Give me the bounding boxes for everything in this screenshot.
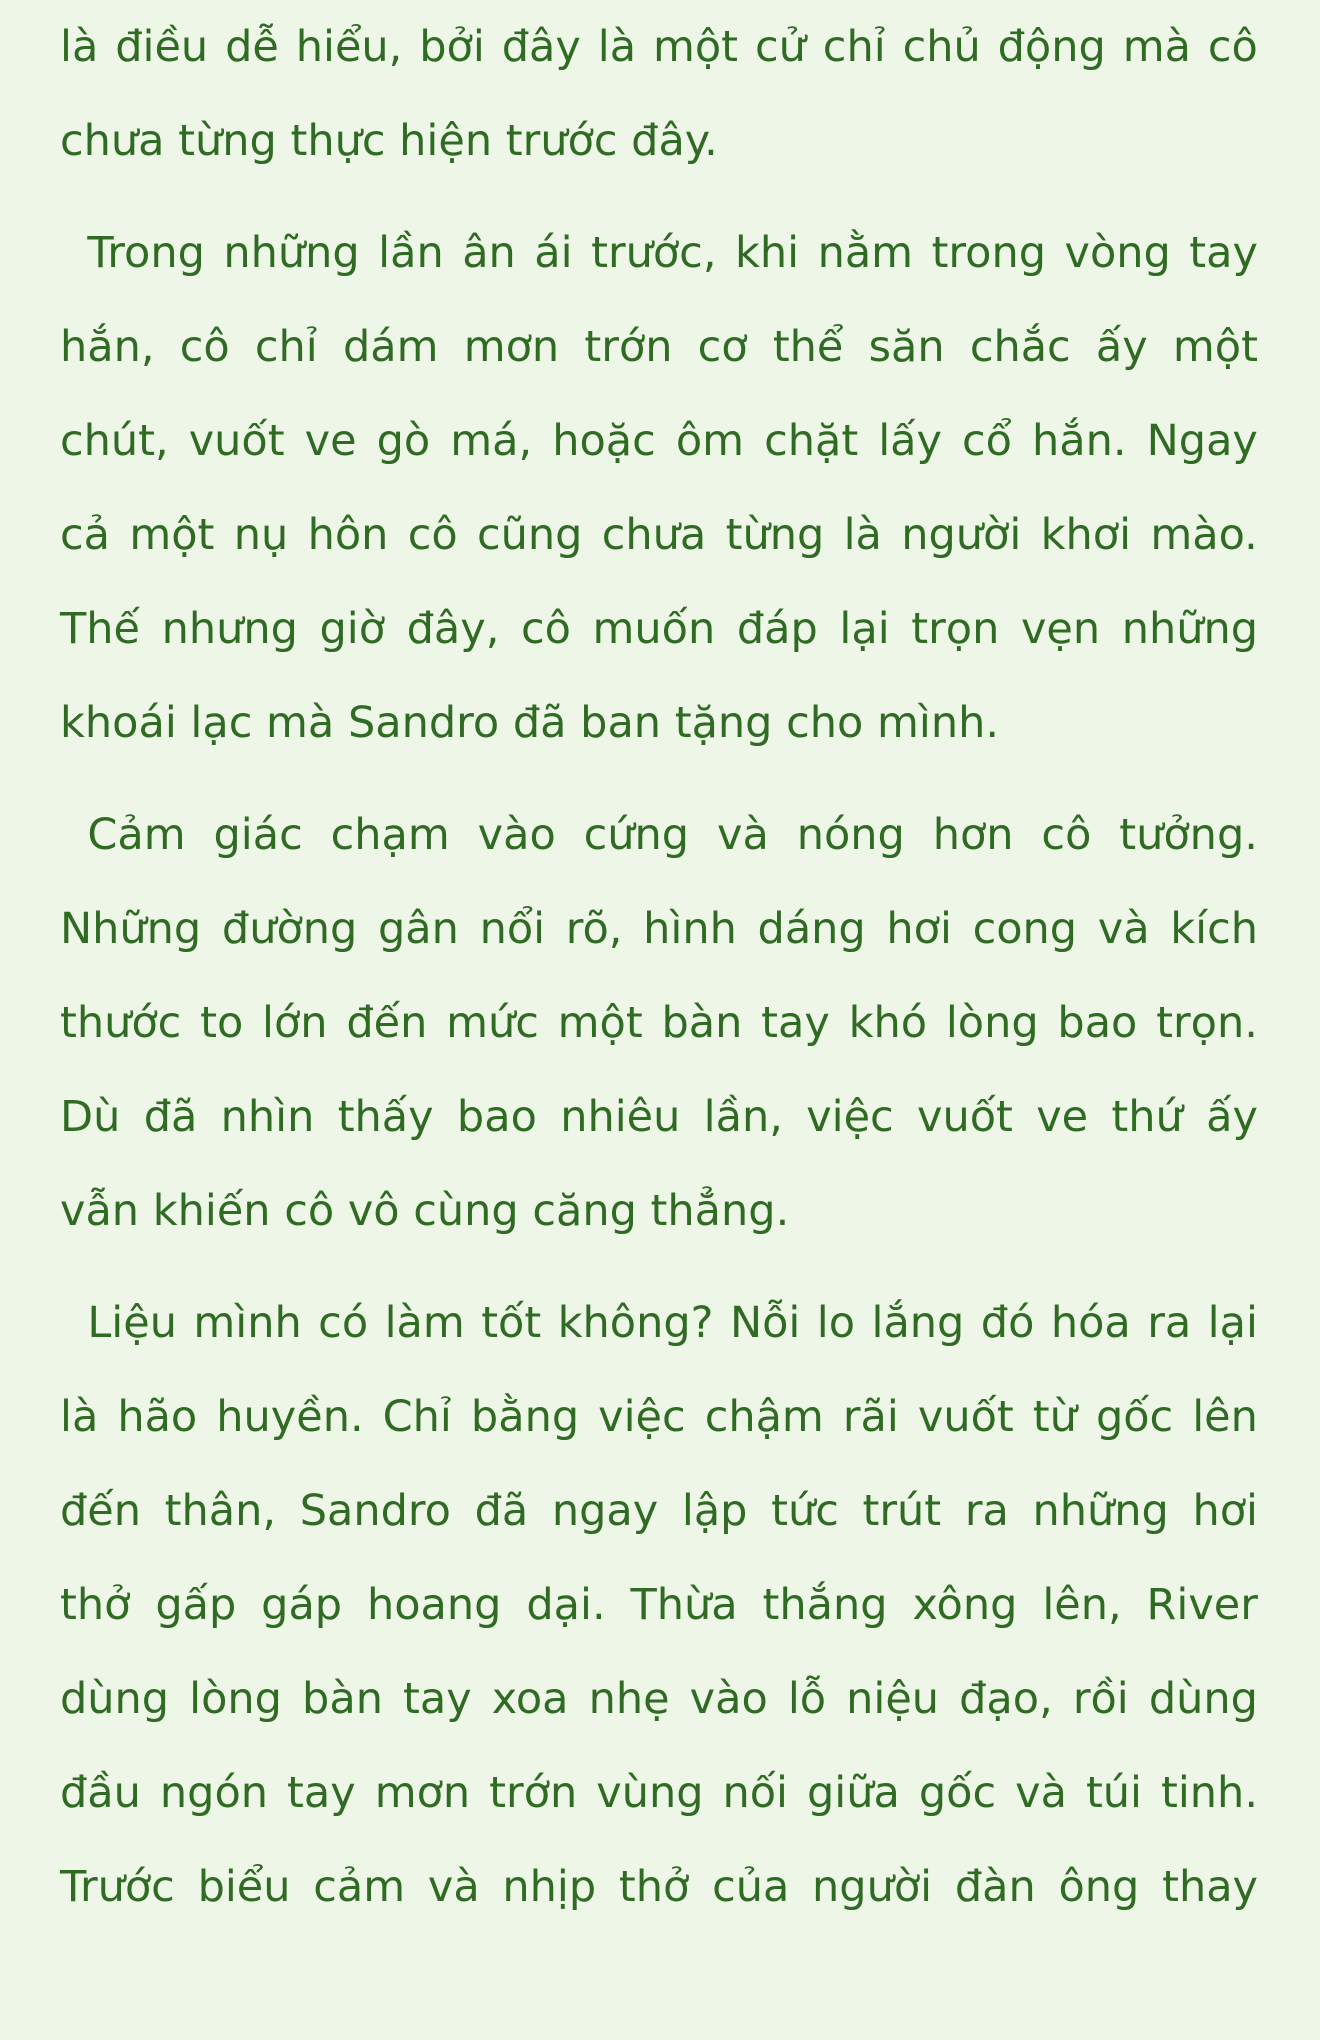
word: vào — [689, 1674, 768, 1724]
word: lỗ — [787, 1674, 827, 1724]
word: trọn. — [1156, 998, 1258, 1048]
word: lớn — [262, 998, 328, 1048]
word: Ngay — [1146, 416, 1258, 466]
word: tay — [1189, 228, 1258, 278]
word: tinh. — [1161, 1768, 1258, 1818]
word: đầu — [60, 1768, 141, 1818]
word: gấp — [155, 1580, 237, 1630]
word: chặt — [764, 416, 859, 466]
text-line — [60, 1840, 1258, 1934]
word: chắc — [969, 322, 1071, 372]
word: có — [318, 1298, 369, 1348]
word: River — [1146, 1580, 1258, 1630]
word: nụ — [233, 510, 289, 560]
word: là — [60, 22, 99, 72]
word: Thế — [60, 604, 140, 654]
word: Liệu — [60, 1298, 177, 1348]
word: lo — [816, 1298, 856, 1348]
word: khơi — [1040, 510, 1132, 560]
word: chỉ — [822, 22, 886, 72]
word: hơn — [932, 810, 1014, 860]
word: nổi — [479, 904, 546, 954]
word: dại. — [526, 1580, 606, 1630]
word: cô — [1041, 810, 1092, 860]
word: người — [812, 1862, 933, 1912]
paragraph-gap — [60, 188, 1258, 206]
word: dám — [342, 322, 439, 372]
word: đường — [221, 904, 358, 954]
word: rãi — [842, 1392, 899, 1442]
word: muốn — [592, 604, 716, 654]
word: ngay — [551, 1486, 659, 1536]
word: trước, — [591, 228, 717, 278]
word: Những — [60, 904, 202, 954]
word: đã — [474, 1486, 529, 1536]
word: và — [427, 1862, 480, 1912]
word: chạm — [330, 810, 450, 860]
word: điều — [115, 22, 209, 72]
word: cô — [179, 322, 230, 372]
text-line — [60, 1652, 1258, 1746]
word: Nỗi — [729, 1298, 801, 1348]
word: lên — [1192, 1392, 1258, 1442]
word: dùng — [1148, 1674, 1258, 1724]
word: gốc — [1095, 1392, 1174, 1442]
word: đã — [143, 1092, 198, 1142]
word: nhiêu — [560, 1092, 681, 1142]
word: trớn — [489, 1768, 578, 1818]
word: Dù — [60, 1092, 121, 1142]
word: tay — [287, 1768, 356, 1818]
word: hóa — [1050, 1298, 1131, 1348]
word: động — [997, 22, 1106, 72]
word: cảm — [313, 1862, 406, 1912]
word: hơi — [1192, 1486, 1258, 1536]
word: bằng — [470, 1392, 580, 1442]
word: cô — [521, 604, 571, 654]
word: má, — [450, 416, 533, 466]
word: ra — [964, 1486, 1009, 1536]
word: bao — [456, 1092, 537, 1142]
word: lấy — [878, 416, 942, 466]
text-line — [60, 582, 1258, 676]
word: hiểu, — [295, 22, 403, 72]
text-line — [60, 206, 1258, 300]
word: tốt — [481, 1298, 542, 1348]
word: chậm — [704, 1392, 824, 1442]
word: cô — [407, 510, 458, 560]
word: gáp — [261, 1580, 343, 1630]
word: xoa — [491, 1674, 569, 1724]
word: cổ — [962, 416, 1012, 466]
text-line: chưa từng thực hiện trước đây. — [60, 116, 718, 166]
word: thay — [1162, 1862, 1258, 1912]
word: thấy — [337, 1092, 434, 1142]
word: đến — [346, 998, 428, 1048]
word: lòng — [189, 1674, 282, 1724]
word: cơ — [697, 322, 748, 372]
word: ông — [1058, 1862, 1140, 1912]
word: là — [60, 1392, 99, 1442]
word: lần — [378, 228, 444, 278]
word: những — [223, 228, 360, 278]
text-line: khoái lạc mà Sandro đã ban tặng cho mình. — [60, 698, 1000, 748]
word: thở — [60, 1580, 131, 1630]
word: vuốt — [917, 1092, 1013, 1142]
word: Thừa — [630, 1580, 738, 1630]
word: hão — [117, 1392, 198, 1442]
word: thước — [60, 998, 182, 1048]
word: hoang — [367, 1580, 502, 1630]
word: nhịp — [502, 1862, 597, 1912]
word: bàn — [302, 1674, 383, 1724]
word: rõ, — [565, 904, 623, 954]
word: huyền. — [216, 1392, 364, 1442]
text-line — [60, 1370, 1258, 1464]
word: là — [843, 510, 882, 560]
word: người — [901, 510, 1022, 560]
word: bàn — [661, 998, 743, 1048]
word: lại — [1207, 1298, 1258, 1348]
word: ôm — [675, 416, 745, 466]
text-line — [60, 300, 1258, 394]
word: dáng — [757, 904, 866, 954]
word: túi — [1085, 1768, 1142, 1818]
word: Cảm — [60, 810, 186, 860]
word: ái — [534, 228, 573, 278]
word: cứng — [583, 810, 690, 860]
word: gân — [377, 904, 459, 954]
word: hắn, — [60, 322, 155, 372]
word: chưa — [601, 510, 707, 560]
text-line — [60, 1464, 1258, 1558]
word: mà — [1122, 22, 1191, 72]
word: ngón — [159, 1768, 269, 1818]
word: hoặc — [552, 416, 656, 466]
word: thắng — [762, 1580, 888, 1630]
word: một — [1172, 322, 1258, 372]
word: lắng — [871, 1298, 965, 1348]
word: vòng — [1064, 228, 1171, 278]
word: hơi — [886, 904, 952, 954]
word: của — [712, 1862, 790, 1912]
word: nằm — [817, 228, 914, 278]
word: to — [200, 998, 244, 1048]
word: nóng — [796, 810, 905, 860]
word: và — [717, 810, 769, 860]
word: ra — [1147, 1298, 1192, 1348]
word: mơn — [374, 1768, 471, 1818]
word: biểu — [197, 1862, 291, 1912]
word: vùng — [596, 1768, 704, 1818]
word: vào — [477, 810, 556, 860]
word: khi — [734, 228, 800, 278]
word: đó — [980, 1298, 1035, 1348]
word: nối — [722, 1768, 789, 1818]
word: nhẹ — [588, 1674, 670, 1724]
word: ấy — [1095, 322, 1148, 372]
word: việc — [806, 1092, 894, 1142]
word: cong — [972, 904, 1078, 954]
word: vuốt — [188, 416, 285, 466]
word: xông — [912, 1580, 1018, 1630]
word: thân, — [164, 1486, 277, 1536]
word: cử — [754, 22, 806, 72]
word: giờ — [319, 604, 386, 654]
word: việc — [598, 1392, 686, 1442]
word: những — [1032, 1486, 1169, 1536]
word: tưởng. — [1119, 810, 1258, 860]
word: khó — [848, 998, 928, 1048]
word: vuốt — [917, 1392, 1014, 1442]
word: Sandro — [299, 1486, 451, 1536]
word: bao — [1057, 998, 1138, 1048]
word: mình — [193, 1298, 302, 1348]
word: là — [597, 22, 637, 72]
word: săn — [868, 322, 945, 372]
word: những — [1121, 604, 1258, 654]
word: ve — [1036, 1092, 1089, 1142]
word: chủ — [902, 22, 981, 72]
text-line — [60, 1276, 1258, 1370]
word: hôn — [307, 510, 389, 560]
word: lên, — [1042, 1580, 1122, 1630]
text-line — [60, 1746, 1258, 1840]
word: tay — [403, 1674, 472, 1724]
word: nhìn — [220, 1092, 315, 1142]
word: tức — [771, 1486, 839, 1536]
word: một — [129, 510, 215, 560]
word: đây — [501, 22, 581, 72]
word: đạo, — [959, 1674, 1053, 1724]
word: vẹn — [1020, 604, 1101, 654]
word: niệu — [846, 1674, 940, 1724]
paragraph-gap — [60, 1258, 1258, 1276]
word: lập — [681, 1486, 748, 1536]
word: đàn — [954, 1862, 1036, 1912]
word: trong — [931, 228, 1047, 278]
word: giữa — [807, 1768, 900, 1818]
word: trớn — [584, 322, 673, 372]
word: thở — [618, 1862, 690, 1912]
word: nhưng — [161, 604, 298, 654]
word: trút — [862, 1486, 942, 1536]
word: trọn — [911, 604, 1000, 654]
word: ấy — [1206, 1092, 1258, 1142]
word: Trước — [60, 1862, 175, 1912]
word: một — [557, 998, 643, 1048]
word: từng — [725, 510, 825, 560]
word: ve — [304, 416, 357, 466]
text-line — [60, 976, 1258, 1070]
word: giác — [213, 810, 303, 860]
text-line — [60, 1070, 1258, 1164]
word: cả — [60, 510, 110, 560]
word: mơn — [463, 322, 560, 372]
word: một — [652, 22, 739, 72]
text-line — [60, 394, 1258, 488]
word: gốc — [918, 1768, 997, 1818]
word: đáp — [736, 604, 818, 654]
word: dễ — [225, 22, 279, 72]
word: kích — [1170, 904, 1258, 954]
word: và — [1015, 1768, 1067, 1818]
word: mức — [446, 998, 539, 1048]
word: bởi — [419, 22, 485, 72]
reader-content — [60, 0, 1258, 1934]
word: mào. — [1150, 510, 1258, 560]
word: cũng — [477, 510, 583, 560]
text-line — [60, 488, 1258, 582]
word: hắn. — [1032, 416, 1127, 466]
word: làm — [384, 1298, 465, 1348]
word: tay — [761, 998, 830, 1048]
word: hình — [643, 904, 737, 954]
word: lần, — [703, 1092, 783, 1142]
word: chỉ — [254, 322, 318, 372]
text-line — [60, 882, 1258, 976]
word: lòng — [945, 998, 1039, 1048]
text-line — [60, 1558, 1258, 1652]
word: cô — [1207, 22, 1258, 72]
word: và — [1097, 904, 1150, 954]
paragraph-gap — [60, 770, 1258, 788]
word: lại — [839, 604, 890, 654]
word: đây, — [406, 604, 500, 654]
word: Chỉ — [382, 1392, 452, 1442]
word: thể — [772, 322, 844, 372]
word: thứ — [1111, 1092, 1183, 1142]
word: gò — [376, 416, 431, 466]
text-line — [60, 788, 1258, 882]
word: đến — [60, 1486, 142, 1536]
word: không? — [557, 1298, 714, 1348]
word: Trong — [60, 228, 205, 278]
text-line — [60, 0, 1258, 94]
word: từ — [1032, 1392, 1077, 1442]
word: dùng — [60, 1674, 170, 1724]
word: rồi — [1072, 1674, 1129, 1724]
text-line: vẫn khiến cô vô cùng căng thẳng. — [60, 1186, 790, 1236]
word: ân — [462, 228, 516, 278]
word: chút, — [60, 416, 169, 466]
